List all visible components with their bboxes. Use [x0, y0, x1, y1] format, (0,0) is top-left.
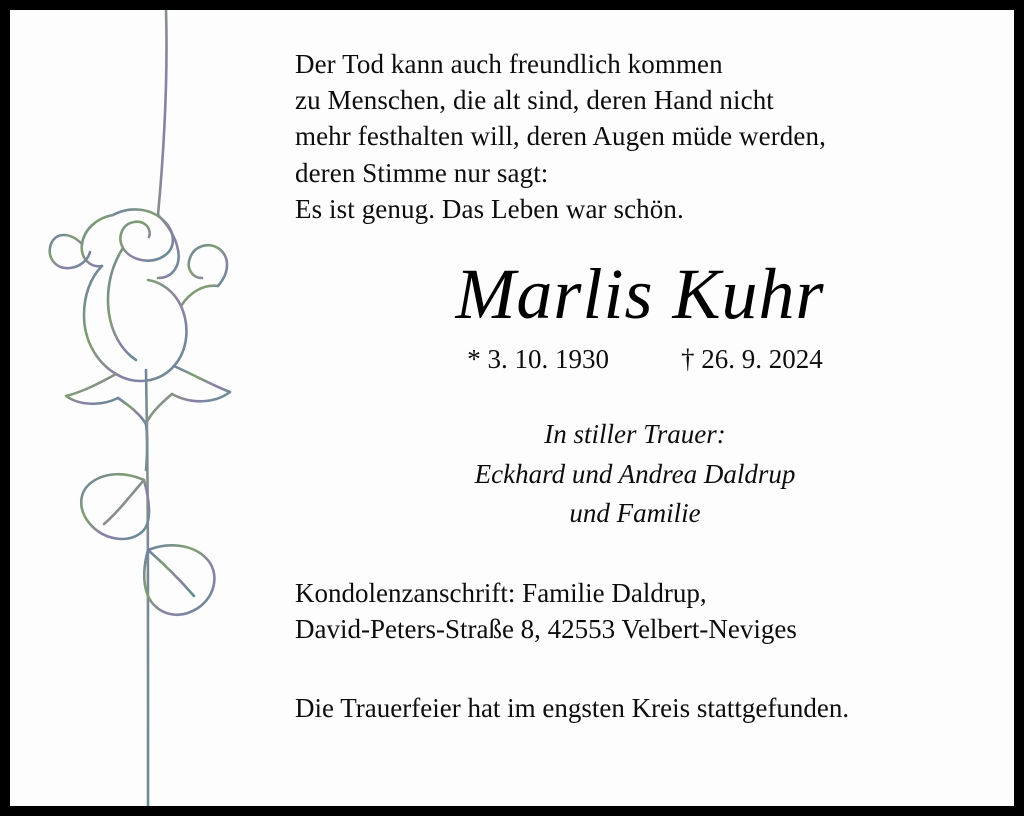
poem-line: Der Tod kann auch freundlich kommen — [295, 49, 723, 79]
poem-line: deren Stimme nur sagt: — [295, 157, 549, 188]
notice-content — [295, 46, 995, 726]
life-dates — [295, 344, 995, 375]
mourners-intro: In stiller Trauer: — [544, 419, 726, 450]
poem-block — [295, 46, 995, 227]
deceased-name: Marlis Kuhr — [455, 253, 825, 334]
mourners-block — [295, 415, 995, 532]
condolence-line: David-Peters-Straße 8, 42553 Velbert-Neviges — [295, 614, 797, 645]
condolence-line: Kondolenzanschrift: Familie Daldrup, — [295, 577, 707, 608]
death-date: † 26. 9. 2024 — [681, 344, 823, 375]
poem-line: zu Menschen, die alt sind, deren Hand nicht — [295, 85, 774, 116]
mourners-line: Eckhard und Andrea Daldrup — [474, 458, 796, 489]
poem-line: Es ist genug. Das Leben war schön. — [295, 193, 684, 224]
rose-line-drawing-icon — [18, 10, 273, 806]
funeral-note: Die Trauerfeier hat im engsten Kreis stattgefunden. — [295, 692, 850, 723]
birth-date: * 3. 10. 1930 — [467, 344, 609, 375]
condolence-address — [295, 575, 995, 648]
poem-line: mehr festhalten will, deren Augen müde werden, — [295, 121, 826, 152]
notice-inner — [10, 10, 1014, 806]
mourners-line: und Familie — [569, 497, 701, 528]
